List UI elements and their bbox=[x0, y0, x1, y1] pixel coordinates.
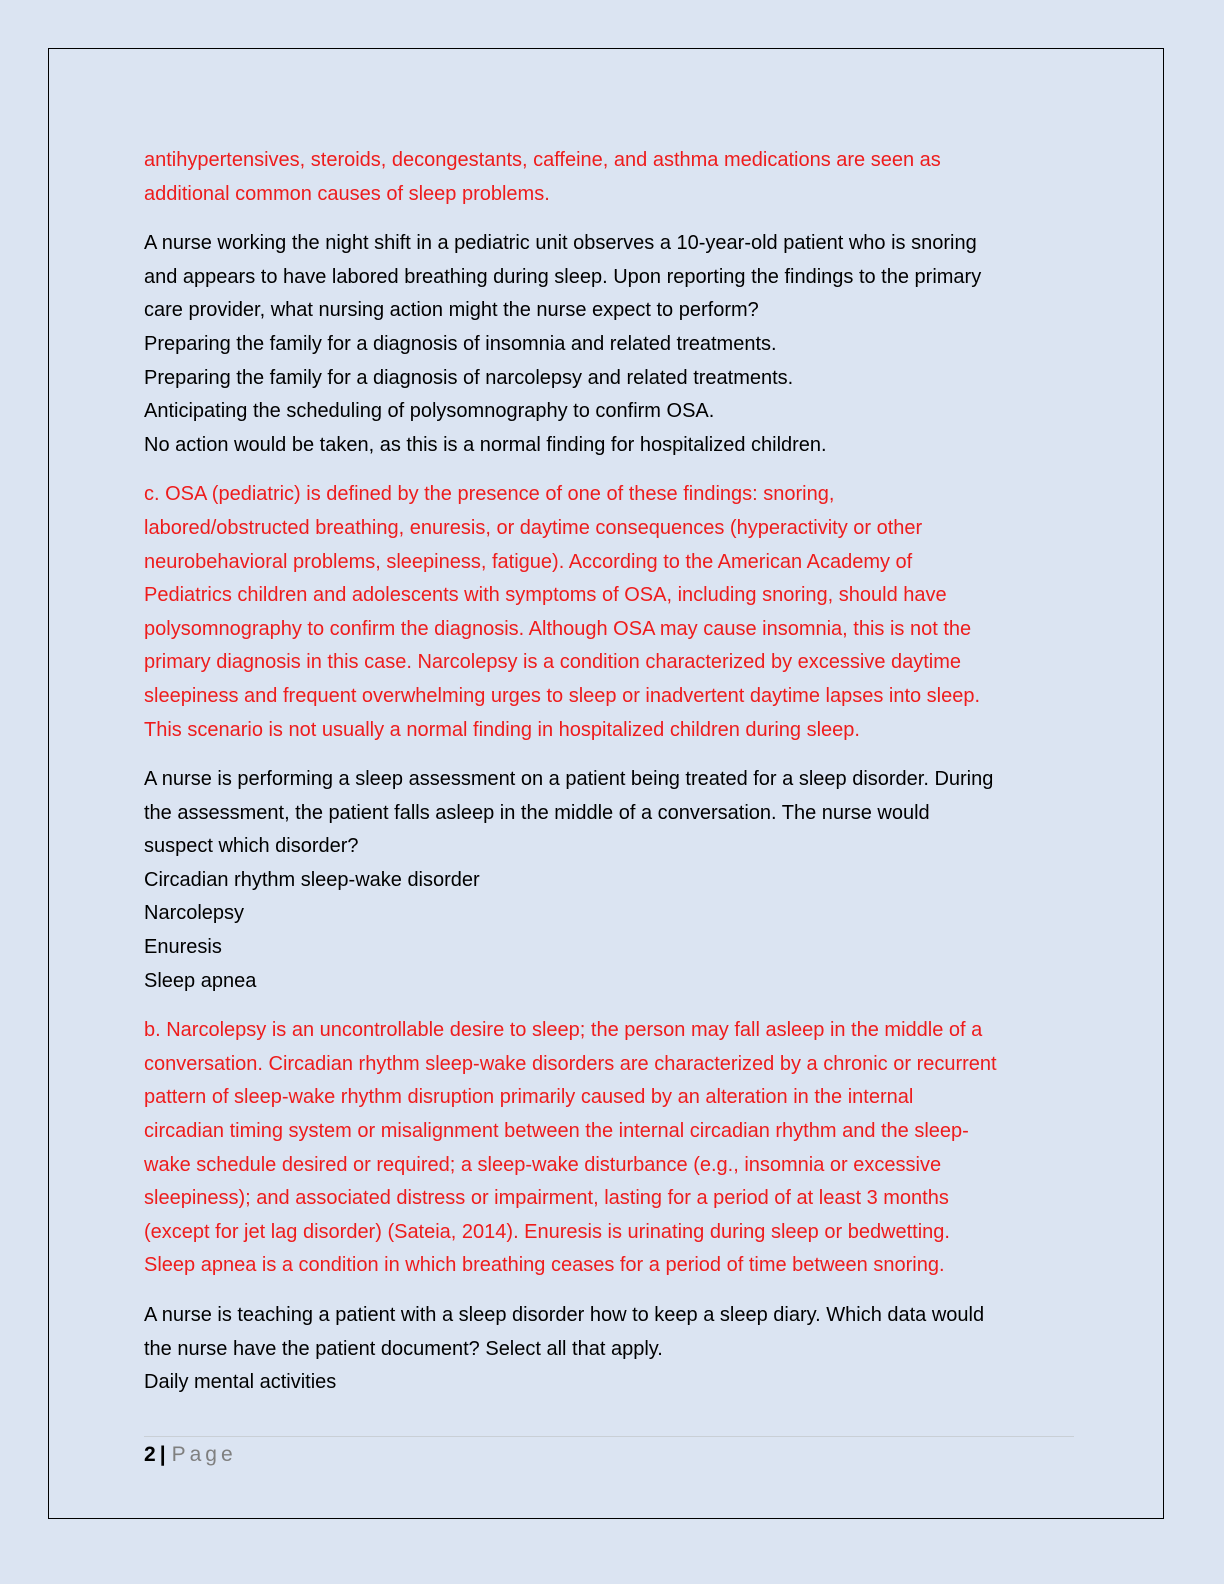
text-line: Enuresis bbox=[144, 936, 222, 959]
text-line: circadian timing system or misalignment between the internal circadian rhythm and the sleep- bbox=[144, 1120, 969, 1143]
question-paragraph bbox=[144, 763, 1079, 998]
answer-paragraph bbox=[144, 144, 1079, 211]
question-paragraph bbox=[144, 227, 1079, 462]
text-line: wake schedule desired or required; a sleep-wake disturbance (e.g., insomnia or excessive bbox=[144, 1153, 942, 1176]
text-line: Daily mental activities bbox=[144, 1371, 337, 1394]
text-line: Anticipating the scheduling of polysomnography to confirm OSA. bbox=[144, 400, 715, 423]
text-line: neurobehavioral problems, sleepiness, fatigue). According to the American Academy of bbox=[144, 550, 913, 573]
page-number: 2 bbox=[144, 1443, 156, 1466]
text-line: Preparing the family for a diagnosis of insomnia and related treatments. bbox=[144, 332, 777, 355]
text-line: the assessment, the patient falls asleep in the middle of a conversation. The nurse would bbox=[144, 801, 930, 824]
text-line: Narcolepsy bbox=[144, 902, 245, 925]
text-line: c. OSA (pediatric) is defined by the presence of one of these findings: snoring, bbox=[144, 483, 835, 506]
text-line: additional common causes of sleep problems. bbox=[144, 182, 550, 205]
text-line: polysomnography to confirm the diagnosis. Although OSA may cause insomnia, this is not the bbox=[144, 617, 972, 640]
text-line: pattern of sleep-wake rhythm disruption primarily caused by an alteration in the internal bbox=[144, 1086, 914, 1109]
page-content bbox=[144, 144, 1079, 1416]
answer-paragraph bbox=[144, 1014, 1079, 1283]
text-line: b. Narcolepsy is an uncontrollable desire to sleep; the person may fall asleep in the middle of a bbox=[144, 1019, 983, 1042]
page-label: Page bbox=[171, 1443, 237, 1466]
text-line: Sleep apnea bbox=[144, 969, 257, 992]
text-line: and appears to have labored breathing during sleep. Upon reporting the findings to the primary bbox=[144, 265, 982, 288]
text-line: conversation. Circadian rhythm sleep-wake disorders are characterized by a chronic or recurrent bbox=[144, 1052, 997, 1075]
answer-paragraph bbox=[144, 478, 1079, 747]
text-line: sleepiness); and associated distress or impairment, lasting for a period of at least 3 months bbox=[144, 1187, 949, 1210]
text-line: Sleep apnea is a condition in which breathing ceases for a period of time between snoring. bbox=[144, 1254, 945, 1277]
text-line: the nurse have the patient document? Select all that apply. bbox=[144, 1337, 663, 1360]
footer-divider bbox=[144, 1436, 1074, 1437]
text-line: (except for jet lag disorder) (Sateia, 2014). Enuresis is urinating during sleep or bedwetting. bbox=[144, 1220, 950, 1243]
text-line: care provider, what nursing action might the nurse expect to perform? bbox=[144, 299, 759, 322]
text-line: labored/obstructed breathing, enuresis, or daytime consequences (hyperactivity or other bbox=[144, 516, 923, 539]
text-line: A nurse working the night shift in a pediatric unit observes a 10-year-old patient who is snoring bbox=[144, 232, 977, 255]
text-line: sleepiness and frequent overwhelming urges to sleep or inadvertent daytime lapses into sleep. bbox=[144, 684, 981, 707]
question-paragraph bbox=[144, 1299, 1079, 1400]
footer-separator: | bbox=[159, 1443, 166, 1466]
text-line: suspect which disorder? bbox=[144, 835, 359, 858]
text-line: Pediatrics children and adolescents with symptoms of OSA, including snoring, should have bbox=[144, 584, 947, 607]
document-page bbox=[48, 48, 1164, 1519]
text-line: primary diagnosis in this case. Narcolepsy is a condition characterized by excessive daytime bbox=[144, 651, 962, 674]
text-line: This scenario is not usually a normal finding in hospitalized children during sleep. bbox=[144, 718, 860, 741]
text-line: antihypertensives, steroids, decongestants, caffeine, and asthma medications are seen as bbox=[144, 149, 941, 171]
text-line: Preparing the family for a diagnosis of narcolepsy and related treatments. bbox=[144, 366, 794, 389]
text-line: A nurse is performing a sleep assessment on a patient being treated for a sleep disorder. During bbox=[144, 768, 994, 791]
page-footer bbox=[144, 1440, 237, 1470]
text-line: A nurse is teaching a patient with a sleep disorder how to keep a sleep diary. Which data would bbox=[144, 1304, 985, 1326]
text-line: Circadian rhythm sleep-wake disorder bbox=[144, 868, 480, 891]
text-line: No action would be taken, as this is a normal finding for hospitalized children. bbox=[144, 433, 827, 456]
